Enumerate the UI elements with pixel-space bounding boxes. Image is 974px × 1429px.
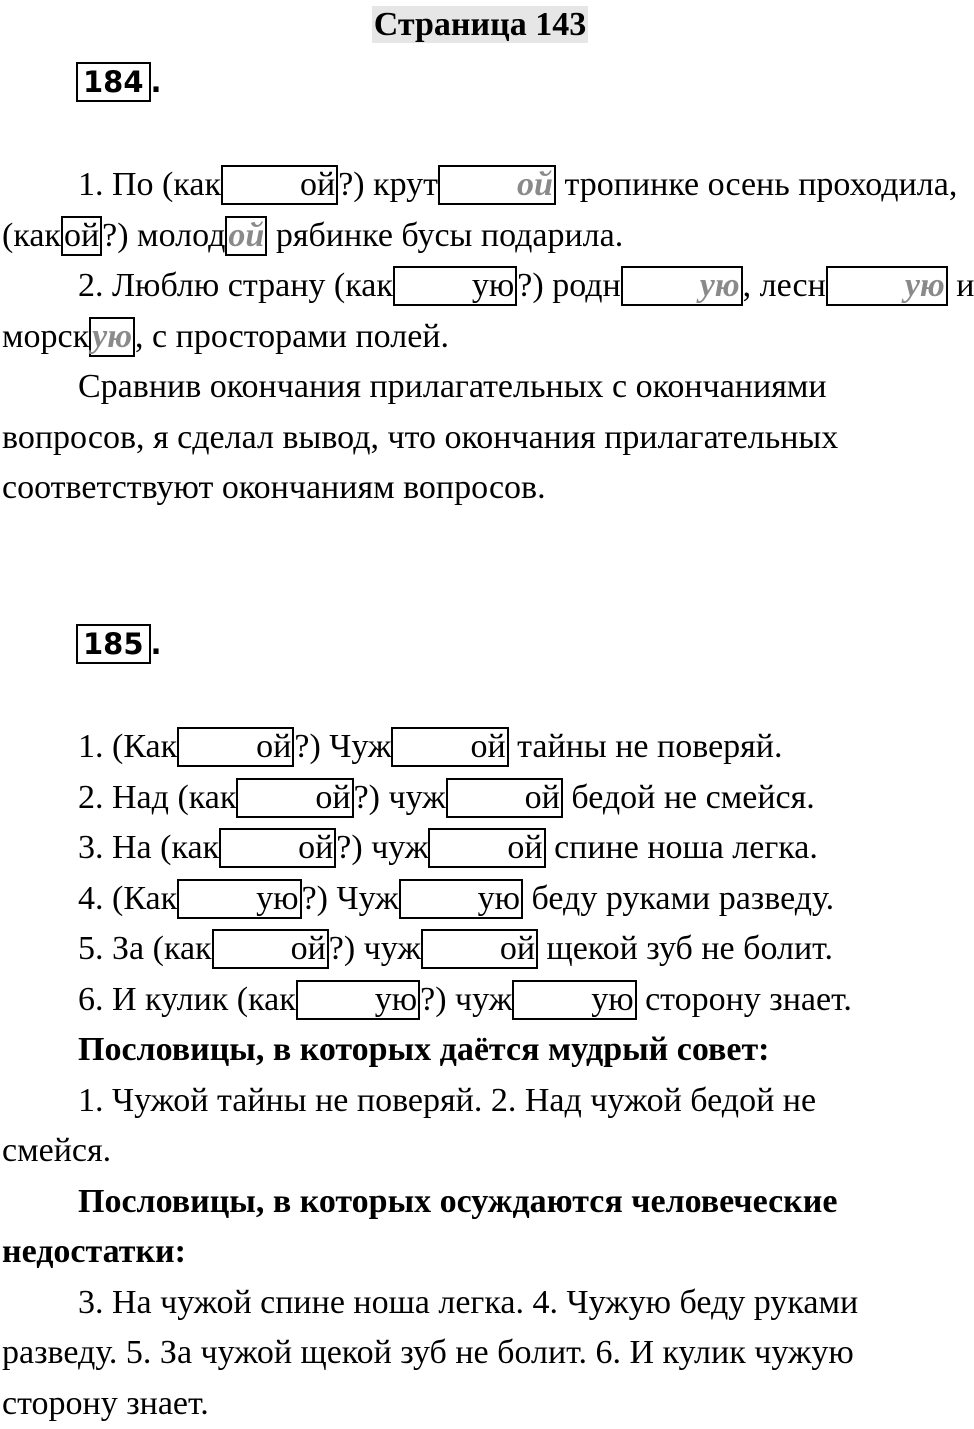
text: щекой зуб не болит. bbox=[538, 930, 833, 967]
adjective-ending: ой bbox=[391, 727, 508, 767]
ex185-row-6 bbox=[2, 975, 960, 1026]
text: 6. И кулик (как bbox=[78, 981, 296, 1018]
heading-text: Пословицы, в которых осуждаются человеческие bbox=[78, 1183, 837, 1220]
text: ?) молод bbox=[102, 217, 225, 254]
heading-text: недостатки: bbox=[2, 1233, 186, 1270]
ex184-conclusion-2: вопросов, я сделал вывод, что окончания прилагательных bbox=[2, 413, 960, 464]
text: ?) Чуж bbox=[302, 880, 399, 917]
question-ending: ой bbox=[61, 216, 102, 256]
adjective-ending: ую bbox=[826, 266, 948, 306]
adjective-ending: ую bbox=[621, 266, 743, 306]
question-ending: ой bbox=[219, 828, 336, 868]
adjective-ending: ой bbox=[428, 828, 545, 868]
advice-line-1: 1. Чужой тайны не поверяй. 2. Над чужой бедой не bbox=[2, 1076, 960, 1127]
flaws-line-3: сторону знает. bbox=[2, 1379, 960, 1429]
text: морск bbox=[2, 318, 89, 355]
flaws-line-1: 3. На чужой спине ноша легка. 4. Чужую беду руками bbox=[2, 1278, 960, 1329]
exercise-184-body bbox=[2, 160, 960, 514]
text: ?) чуж bbox=[329, 930, 421, 967]
text: 5. За (как bbox=[78, 930, 212, 967]
heading-advice bbox=[2, 1025, 960, 1076]
text: 3. На (как bbox=[78, 829, 219, 866]
text: тропинке осень проходила, bbox=[556, 166, 957, 203]
exercise-185-body bbox=[2, 722, 960, 1429]
ex184-line-3 bbox=[2, 261, 960, 312]
text: 1. (Как bbox=[78, 728, 177, 765]
adjective-ending: ую bbox=[512, 980, 636, 1020]
adjective-ending: ую bbox=[89, 317, 135, 357]
ex184-line-1 bbox=[2, 160, 960, 211]
ex185-row-3 bbox=[2, 823, 960, 874]
flaws-line-2: разведу. 5. За чужой щекой зуб не болит. 6. И кулик чужую bbox=[2, 1328, 960, 1379]
ex185-row-4 bbox=[2, 874, 960, 925]
text: ?) чуж bbox=[354, 779, 446, 816]
text: беду руками разведу. bbox=[523, 880, 834, 917]
text: (как bbox=[2, 217, 61, 254]
exercise-number-box bbox=[76, 624, 151, 664]
question-ending: ой bbox=[177, 727, 294, 767]
exercise-number-value: 184 bbox=[83, 65, 144, 99]
text: рябинке бусы подарила. bbox=[267, 217, 623, 254]
advice-line-2: смейся. bbox=[2, 1126, 960, 1177]
ex184-conclusion-3: соответствуют окончаниям вопросов. bbox=[2, 463, 960, 514]
page-title-text: Страница 143 bbox=[372, 6, 588, 43]
ex185-row-2 bbox=[2, 773, 960, 824]
text: , лесн bbox=[743, 267, 826, 304]
text: 1. По (как bbox=[78, 166, 221, 203]
text: ?) крут bbox=[338, 166, 438, 203]
exercise-number-box bbox=[76, 62, 151, 102]
heading-flaws bbox=[2, 1177, 960, 1228]
ex184-conclusion-1: Сравнив окончания прилагательных с окончаниями bbox=[2, 362, 960, 413]
ex184-line-4 bbox=[2, 312, 960, 363]
text: сторону знает. bbox=[637, 981, 852, 1018]
question-ending: ой bbox=[221, 165, 338, 205]
adjective-ending: ой bbox=[225, 216, 267, 256]
text: тайны не поверяй. bbox=[509, 728, 783, 765]
question-ending: ой bbox=[212, 929, 329, 969]
adjective-ending: ой bbox=[438, 165, 556, 205]
text: 2. Люблю страну (как bbox=[78, 267, 393, 304]
question-ending: ую bbox=[296, 980, 420, 1020]
adjective-ending: ой bbox=[421, 929, 538, 969]
text: ?) родн bbox=[517, 267, 620, 304]
exercise-185-number: 185 . bbox=[76, 624, 162, 664]
question-ending: ую bbox=[177, 879, 301, 919]
text: 2. Над (как bbox=[78, 779, 236, 816]
exercise-number-value: 185 bbox=[83, 627, 144, 661]
text: , с просторами полей. bbox=[135, 318, 449, 355]
text: ?) чуж bbox=[420, 981, 512, 1018]
exercise-184-number: 184 . bbox=[76, 62, 162, 102]
text: и bbox=[948, 267, 974, 304]
adjective-ending: ую bbox=[399, 879, 523, 919]
question-ending: ой bbox=[236, 778, 353, 818]
ex184-line-2 bbox=[2, 211, 960, 262]
text: бедой не смейся. bbox=[563, 779, 815, 816]
adjective-ending: ой bbox=[446, 778, 563, 818]
text: ?) чуж bbox=[336, 829, 428, 866]
heading-flaws-2 bbox=[2, 1227, 960, 1278]
text: 4. (Как bbox=[78, 880, 177, 917]
text: ?) Чуж bbox=[294, 728, 391, 765]
question-ending: ую bbox=[393, 266, 517, 306]
text: спине ноша легка. bbox=[546, 829, 818, 866]
ex185-row-1 bbox=[2, 722, 960, 773]
page-title bbox=[0, 2, 960, 48]
ex185-row-5 bbox=[2, 924, 960, 975]
heading-text: Пословицы, в которых даётся мудрый совет: bbox=[78, 1031, 770, 1068]
